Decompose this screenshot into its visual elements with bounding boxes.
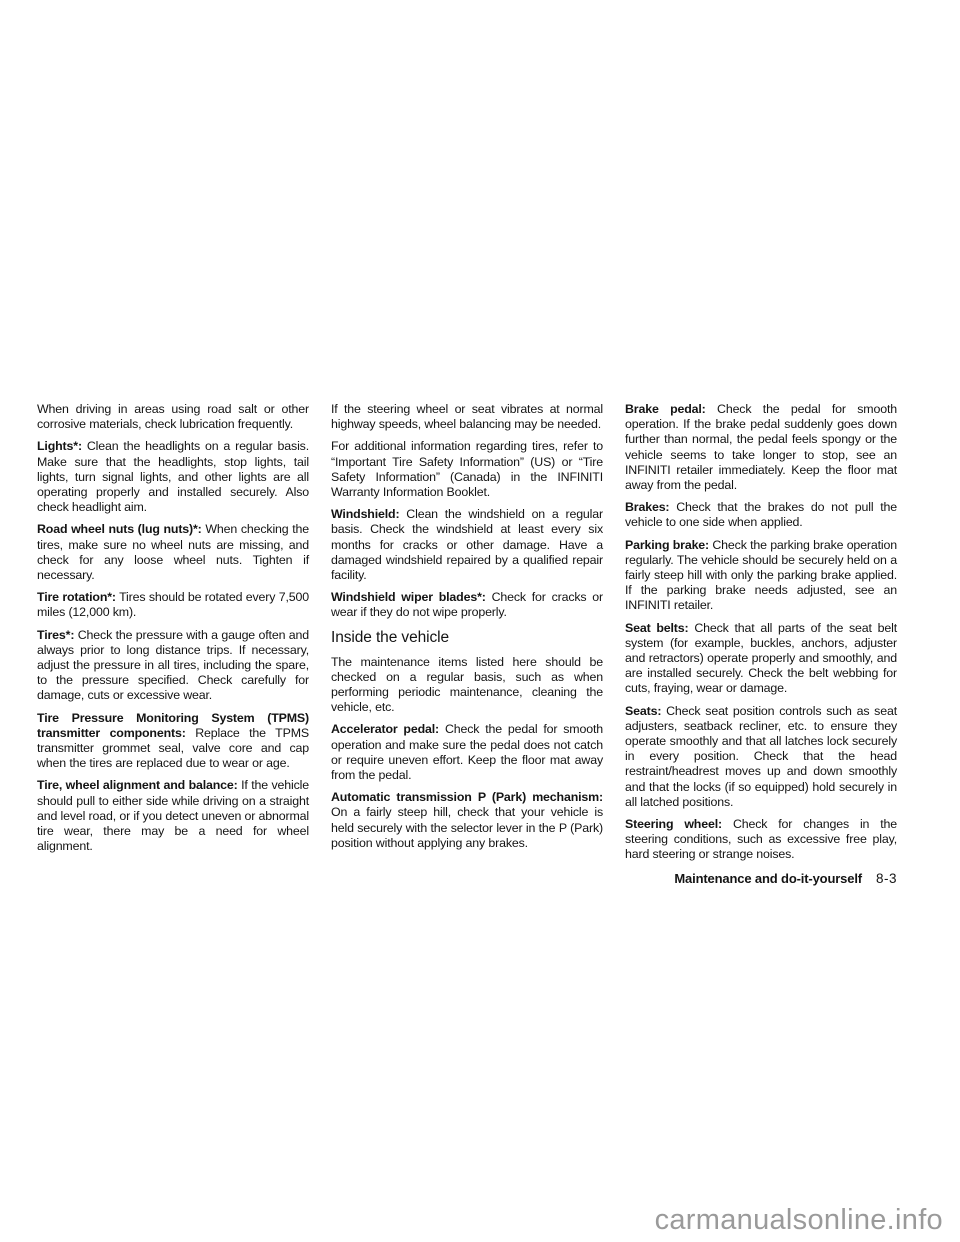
- paragraph-lead: Seats:: [625, 703, 662, 718]
- paragraph: [625, 402, 897, 493]
- paragraph: [37, 522, 309, 583]
- paragraph: [37, 439, 309, 515]
- paragraph: [625, 817, 897, 863]
- paragraph-lead: Accelerator pedal:: [331, 722, 440, 737]
- paragraph-text: The maintenance items listed here should be checked on a regular basis, such as when performing periodic maintenance, cleaning the vehicle, etc.: [331, 654, 603, 715]
- paragraph: [37, 778, 309, 854]
- paragraph-lead: Seat belts:: [625, 620, 689, 635]
- paragraph: [625, 500, 897, 530]
- watermark-text: carmanualsonline.info: [654, 1204, 943, 1236]
- paragraph: [331, 507, 603, 583]
- paragraph: [37, 628, 309, 704]
- paragraph-text: Check the pedal for smooth operation and make sure the pedal does not catch or require uneven effort. Keep the floor mat away from the pedal.: [331, 722, 603, 783]
- paragraph-lead: Tires*:: [37, 627, 75, 642]
- paragraph-text: Check for cracks or wear if they do not wipe properly.: [331, 590, 604, 620]
- footer-section-title: Maintenance and do-it-yourself: [674, 870, 862, 886]
- paragraph-text: On a fairly steep hill, check that your vehicle is held securely with the selector lever in the P (Park) position without applying any brakes.: [331, 805, 603, 850]
- paragraph-text: Check the pedal for smooth operation. If the brake pedal suddenly goes down further than normal, the pedal feels spongy or the vehicle seems to take longer to stop, see an INFINITI retailer immediately. Keep the floor mat away from the pedal.: [625, 402, 897, 493]
- paragraph-text: Clean the headlights on a regular basis. Make sure that the headlights, stop lights, tail lights, turn signal lights, and other lights are all operating properly and installed securely. Also check headlight aim.: [37, 439, 310, 515]
- text-column-2: [331, 402, 603, 888]
- paragraph-lead: Brake pedal:: [625, 402, 706, 416]
- paragraph-lead: Automatic transmission P (Park) mechanism:: [331, 790, 603, 805]
- text-column-1: [37, 402, 309, 888]
- paragraph-text: When checking the tires, make sure no wheel nuts are missing, and check for any loose wheel nuts. Tighten if necessary.: [37, 522, 310, 583]
- text-column-3: [625, 402, 897, 888]
- paragraph: [37, 711, 309, 772]
- paragraph-text: Check that all parts of the seat belt system (for example, buckles, anchors, adjuster and retractors) operate properly and smoothly, and are installed securely. Check the belt webbing for cuts, fraying, wear or damage.: [625, 620, 897, 696]
- paragraph: [625, 538, 897, 614]
- paragraph-lead: Parking brake:: [625, 537, 710, 552]
- section-heading-inside-the-vehicle: Inside the vehicle: [331, 628, 449, 646]
- paragraph-text: If the vehicle should pull to either side while driving on a straight and level road, or if you detect uneven or abnormal tire wear, there may be a need for wheel alignment.: [37, 778, 309, 854]
- paragraph-text: Replace the TPMS transmitter grommet seal, valve core and cap when the tires are replaced due to wear or age.: [37, 725, 309, 771]
- paragraph: [331, 790, 603, 851]
- paragraph: [331, 655, 603, 716]
- paragraph: [37, 590, 309, 620]
- paragraph-lead: Windshield:: [331, 507, 400, 522]
- paragraph-text: Check that the brakes do not pull the vehicle to one side when applied.: [625, 500, 897, 530]
- paragraph-text: Check the pressure with a gauge often and always prior to long distance trips. If necessary, adjust the pressure in all tires, including the spare, to the pressure specified. Check carefully for damage, cuts or excessive wear.: [37, 627, 309, 703]
- paragraph-lead: Steering wheel:: [625, 817, 722, 832]
- paragraph: [625, 621, 897, 697]
- paragraph-lead: Road wheel nuts (lug nuts)*:: [37, 522, 202, 537]
- paragraph: [331, 402, 603, 432]
- paragraph-text: Check for changes in the steering conditions, such as excessive free play, hard steering or strange noises.: [625, 817, 898, 862]
- paragraph-text: When driving in areas using road salt or other corrosive materials, check lubrication frequently.: [37, 402, 309, 432]
- paragraph-lead: Brakes:: [625, 500, 670, 515]
- paragraph-text: Tires should be rotated every 7,500 miles (12,000 km).: [37, 590, 309, 620]
- paragraph-lead: Windshield wiper blades*:: [331, 590, 486, 605]
- paragraph-lead: Lights*:: [37, 439, 82, 454]
- paragraph: [37, 402, 309, 432]
- paragraph: [331, 439, 603, 500]
- paragraph-text: For additional information regarding tires, refer to “Important Tire Safety Information” (US) or “Tire Safety Information” (Canada) in the INFINITI Warranty Information Booklet.: [331, 439, 603, 500]
- paragraph-text: If the steering wheel or seat vibrates at normal highway speeds, wheel balancing may be needed.: [331, 402, 603, 432]
- footer-page-number: 8-3: [875, 870, 897, 886]
- page-footer: [625, 870, 897, 888]
- paragraph-lead: Tire, wheel alignment and balance:: [37, 778, 238, 793]
- paragraph-lead: Tire Pressure Monitoring System (TPMS) transmitter components:: [37, 710, 309, 740]
- paragraph: [331, 722, 603, 783]
- paragraph-text: Check the parking brake operation regularly. The vehicle should be securely held on a fairly steep hill with only the parking brake applied. If the parking brake needs adjusted, see an INFINITI retailer.: [625, 537, 898, 613]
- paragraph: [625, 704, 897, 810]
- paragraph: [331, 590, 603, 620]
- paragraph-lead: Tire rotation*:: [37, 590, 116, 605]
- paragraph-text: Clean the windshield on a regular basis. Check the windshield at least every six months for cracks or other damage. Have a damaged windshield repaired by a qualified repair facility.: [331, 507, 603, 583]
- text-columns: [37, 402, 897, 888]
- paragraph-text: Check seat position controls such as seat adjusters, seatback recliner, etc. to ensure they operate smoothly and that all latches lock securely in every position. Check that the head restraint/headrest moves up and down smoothly and that the locks (if so equipped) hold securely in all latched positions.: [625, 703, 897, 809]
